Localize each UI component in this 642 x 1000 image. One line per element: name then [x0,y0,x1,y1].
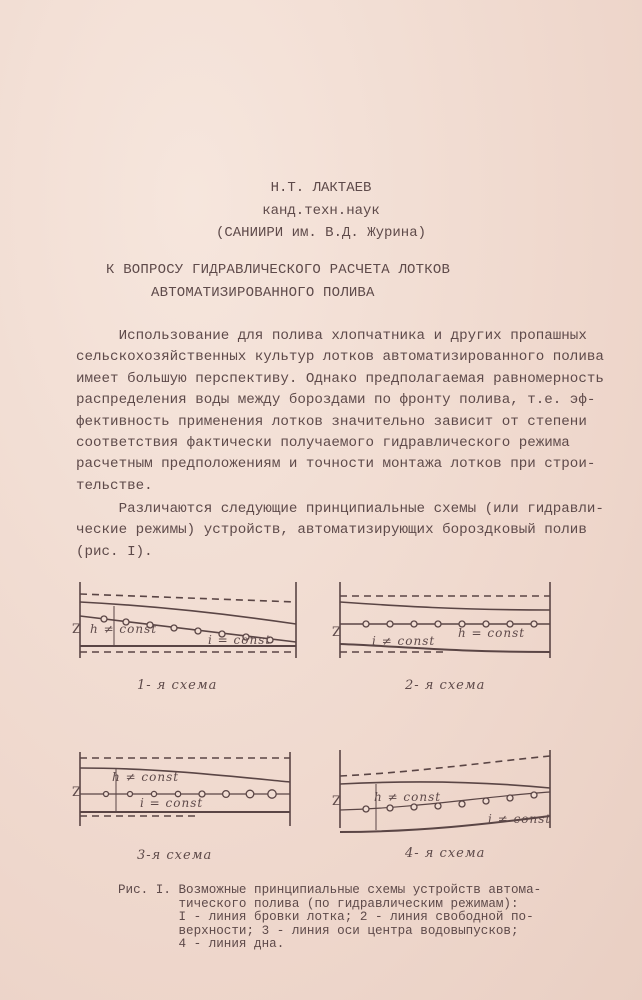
scheme-4-diagram [332,748,558,837]
h-condition: h ≠ const [90,622,158,636]
article-title-line2: АВТОМАТИЗИРОВАННОГО ПОЛИВА [151,285,375,301]
h-condition: h ≠ const [374,790,442,804]
scheme-2-label: 2- я схема [405,678,486,693]
paragraph-line: сельскохозяйственных культур лотков автоматизированного полива [76,349,604,366]
figure-caption [118,884,541,952]
caption-line: I - линия бровки лотка; 2 - линия свободной по- [118,910,534,925]
scheme-3-label: 3-я схема [137,848,213,863]
h-condition: h = const [458,626,526,640]
author-degree: канд.техн.наук [262,203,380,219]
caption-line: тического полива (по гидравлическим режимам): [118,896,519,911]
caption-line: 4 - линия дна. [118,937,285,952]
paragraph-line: ческие режимы) устройств, автоматизирующих бороздковый полив [76,522,587,539]
paragraph-line: фективность применения лотков значительно зависит от степени [76,413,587,430]
paragraph-2 [76,499,604,563]
z-marker: Z [72,785,83,800]
scheme-3-diagram [72,750,298,835]
author-name: Н.Т. ЛАКТАЕВ [270,180,372,196]
i-condition: i ≠ const [372,634,436,648]
caption-line: верхности; 3 - линия оси центра водовыпусков; [118,923,519,938]
paragraph-line: (рис. I). [76,543,153,560]
scheme-4-label: 4- я схема [405,846,486,861]
paragraph-line: распределения воды между бороздами по фронту полива, т.е. эф- [76,392,596,409]
paragraph-line: соответствия фактически получаемого гидравлического режима [76,435,570,452]
paragraph-line: Различаются следующие принципиальные схемы (или гидравли- [76,501,604,517]
paragraph-line: расчетным предположениям и точности монтажа лотков при строи- [76,456,596,473]
scheme-2-diagram [332,580,558,665]
scheme-1-diagram [72,580,298,665]
caption-line: Рис. I. Возможные принципиальные схемы устройств автома- [118,883,542,897]
z-marker: Z [72,622,83,637]
z-marker: Z [332,625,343,640]
i-condition: i ≠ const [488,812,552,826]
paragraph-line: тельстве. [76,477,153,494]
paragraph-line: Использование для полива хлопчатника и других пропашных [76,328,587,344]
author-affiliation: (САНИИРИ им. В.Д. Журина) [215,225,427,241]
z-marker: Z [332,794,343,809]
paragraph-line: имеет большую перспективу. Однако предполагаемая равномерность [76,370,604,387]
h-condition: h ≠ const [112,770,180,784]
i-condition: i = const [140,796,204,810]
paragraph-1 [76,326,604,497]
scheme-1-label: 1- я схема [137,678,218,693]
article-title-line1: К ВОПРОСУ ГИДРАВЛИЧЕСКОГО РАСЧЕТА ЛОТКОВ [106,262,451,278]
i-condition: i = const [208,633,272,647]
